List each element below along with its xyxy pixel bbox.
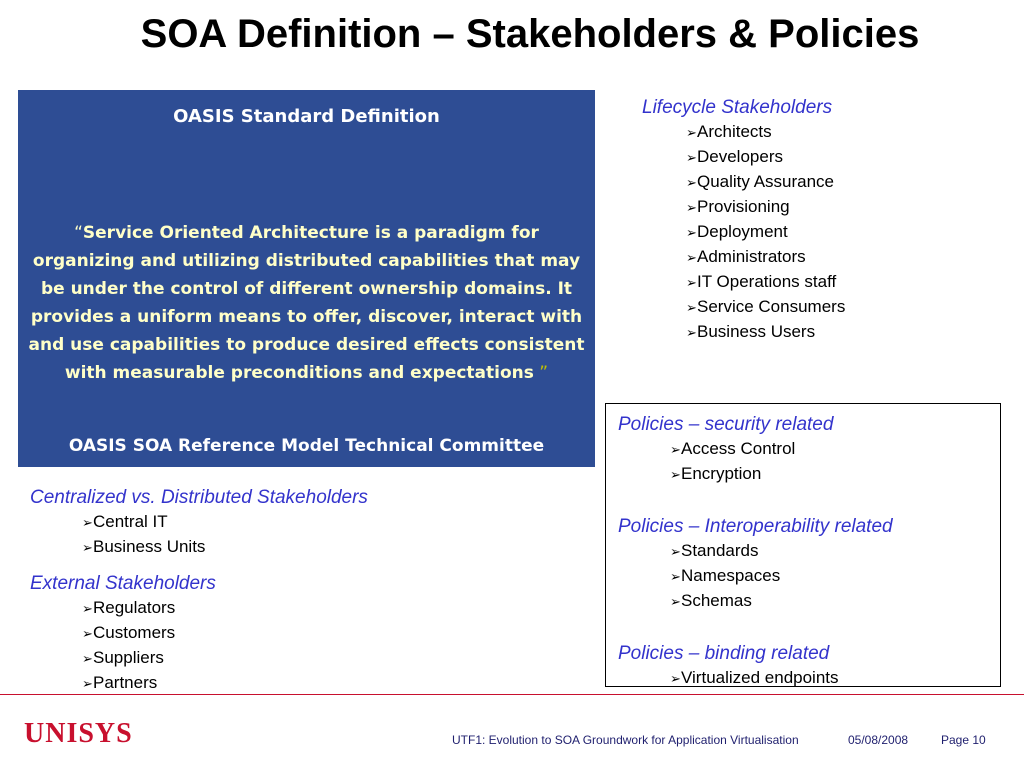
footer-title: UTF1: Evolution to SOA Groundwork for Application Virtualisation [452,733,799,747]
oasis-quote-text: Service Oriented Architecture is a paradigm for organizing and utilizing distributed capabilities that may be under the control of different ownership domains. It provides a uniform means to offer, discover, interact with and use capabilities to produce desired effects consistent with measurable preconditions and expectations [28,223,585,383]
stakeholder-groups [30,486,368,696]
list-item-label: Provisioning [697,197,790,216]
list-item-label: Central IT [93,512,168,531]
policies-box [605,403,1001,687]
external-heading: External Stakeholders [30,573,216,594]
centralized-heading: Centralized vs. Distributed Stakeholders [30,487,368,508]
arrow-bullet-icon: ➢ [686,125,697,140]
list-item [82,646,368,671]
list-item [686,220,845,245]
list-item-label: Quality Assurance [697,172,835,191]
list-item [686,170,845,195]
list-item [686,320,845,345]
security-policies-heading: Policies – security related [618,414,834,435]
arrow-bullet-icon: ➢ [82,676,93,691]
arrow-bullet-icon: ➢ [686,175,697,190]
binding-policies-heading: Policies – binding related [618,643,830,664]
lifecycle-list [686,120,845,345]
interoperability-policies-heading: Policies – Interoperability related [618,516,893,537]
list-item-label: Standards [681,541,759,560]
section-spacer [618,487,1000,513]
footer-divider [0,694,1024,695]
list-item-label: Partners [93,673,158,692]
arrow-bullet-icon: ➢ [686,150,697,165]
open-quote-mark: “ [74,223,83,243]
list-item [686,145,845,170]
list-item-label: Business Units [93,537,206,556]
list-item [670,589,1000,614]
arrow-bullet-icon: ➢ [82,651,93,666]
arrow-bullet-icon: ➢ [686,300,697,315]
list-item [670,437,1000,462]
lifecycle-stakeholders [642,96,845,345]
list-item [670,666,1000,691]
oasis-committee: OASIS SOA Reference Model Technical Committee [68,436,545,456]
centralized-list [82,510,368,560]
list-item [686,195,845,220]
arrow-bullet-icon: ➢ [82,540,93,555]
arrow-bullet-icon: ➢ [82,601,93,616]
list-item-label: Deployment [697,222,788,241]
arrow-bullet-icon: ➢ [670,544,681,559]
arrow-bullet-icon: ➢ [670,594,681,609]
arrow-bullet-icon: ➢ [686,225,697,240]
list-item-label: Developers [697,147,783,166]
list-item [82,596,368,621]
list-item [82,510,368,535]
lifecycle-heading: Lifecycle Stakeholders [642,97,833,118]
centralized-group [30,486,368,560]
slide-title: SOA Definition – Stakeholders & Policies [140,12,920,56]
list-item-label: Business Users [697,322,816,341]
oasis-heading: OASIS Standard Definition [173,106,440,127]
list-item-label: Service Consumers [697,297,846,316]
footer-date: 05/08/2008 [848,733,909,747]
external-group [30,572,368,696]
list-item-label: Suppliers [93,648,164,667]
arrow-bullet-icon: ➢ [686,200,697,215]
arrow-bullet-icon: ➢ [82,515,93,530]
list-item-label: IT Operations staff [697,272,837,291]
arrow-bullet-icon: ➢ [670,671,681,686]
list-item-label: Access Control [681,439,796,458]
oasis-definition-box [18,90,595,467]
close-quote-mark: ” [533,363,549,383]
list-item-label: Administrators [697,247,806,266]
oasis-quote [28,219,585,387]
list-item [82,671,368,696]
arrow-bullet-icon: ➢ [82,626,93,641]
list-item [670,564,1000,589]
list-item-label: Encryption [681,464,762,483]
arrow-bullet-icon: ➢ [686,325,697,340]
list-item [670,539,1000,564]
interoperability-policies-list [670,539,1000,614]
footer-page-number: Page 10 [941,733,986,747]
list-item-label: Regulators [93,598,176,617]
arrow-bullet-icon: ➢ [686,275,697,290]
binding-policies-list [670,666,1000,691]
list-item-label: Namespaces [681,566,781,585]
list-item [686,270,845,295]
arrow-bullet-icon: ➢ [670,569,681,584]
list-item-label: Architects [697,122,772,141]
list-item-label: Schemas [681,591,752,610]
list-item-label: Virtualized endpoints [681,668,839,687]
unisys-logo: UNISYS [24,718,133,749]
section-spacer [618,614,1000,640]
arrow-bullet-icon: ➢ [686,250,697,265]
arrow-bullet-icon: ➢ [670,442,681,457]
security-policies-list [670,437,1000,487]
list-item [670,462,1000,487]
list-item-label: Customers [93,623,176,642]
external-list [82,596,368,696]
arrow-bullet-icon: ➢ [670,467,681,482]
list-item [686,245,845,270]
list-item [82,621,368,646]
list-item [686,295,845,320]
list-item [686,120,845,145]
list-item [82,535,368,560]
